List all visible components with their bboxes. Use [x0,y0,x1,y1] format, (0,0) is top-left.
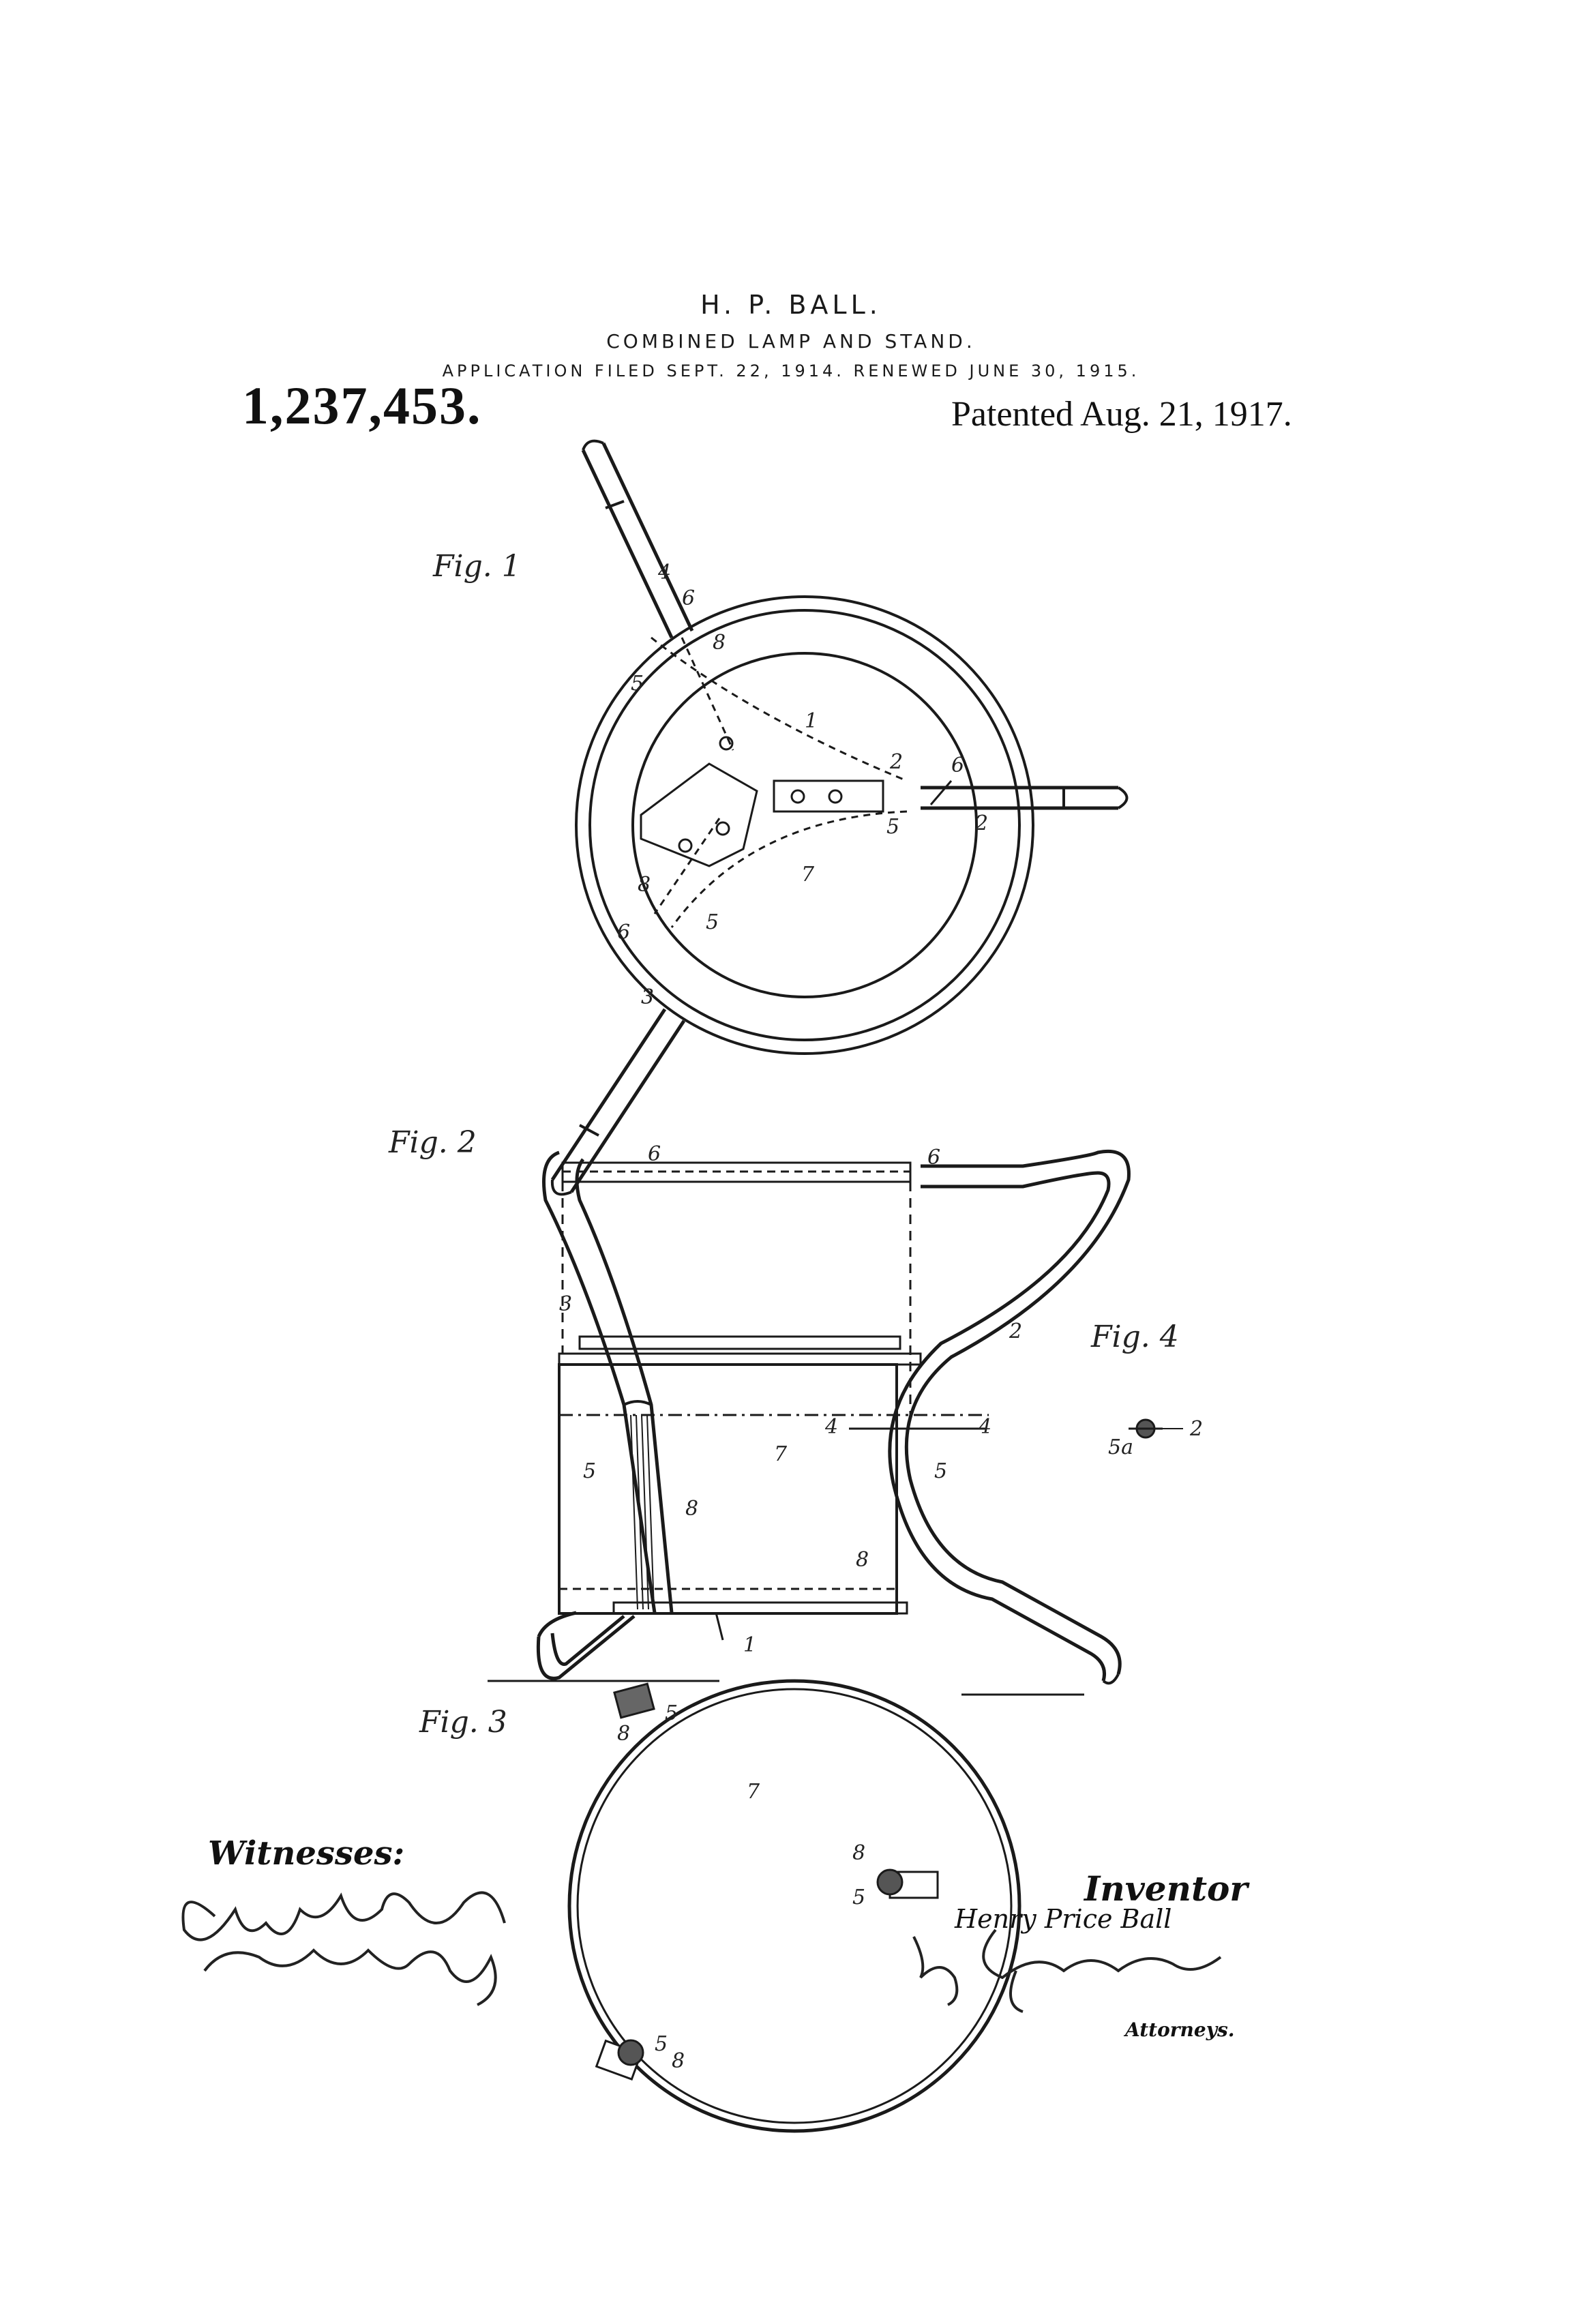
fig3-label: Fig. 3 [419,1705,507,1740]
ref-6-fig1-right: 6 [951,754,965,777]
ref-8-fig1-top: 8 [713,631,726,655]
fig1-drawing [552,441,1127,1195]
application-info: APPLICATION FILED SEPT. 22, 1914. RENEWED JUNE 30, 1915. [442,361,1140,381]
ref-5-fig1-top: 5 [631,672,644,696]
ref-4-fig2-left: 4 [825,1415,839,1439]
ref-5-fig1-bottom: 5 [706,910,719,934]
attorney-signature [914,1937,1116,1964]
inventor-signature-name: Henry Price Ball [955,1904,1172,1934]
ref-8-fig3-top: 8 [617,1722,631,1746]
witness-2-signature [205,1943,348,1971]
ref-8-fig1-bottom: 8 [638,873,651,897]
witnesses-label: Witnesses: [208,1834,405,1873]
ref-5-fig2-left: 5 [583,1459,597,1483]
ref-7-fig3: 7 [747,1780,760,1804]
patent-number: 1,237,453. [242,376,482,435]
leader-lines [716,781,951,1640]
ref-5-fig3-top: 5 [665,1701,678,1725]
ref-6-fig2-left: 6 [648,1142,661,1166]
ref-2-fig1-inner: 2 [890,750,904,774]
ref-3-fig1: 3 [641,985,655,1009]
ref-6-fig1-top: 6 [682,586,696,610]
ref-4-fig2-right: 4 [979,1415,992,1439]
ref-1-fig1: 1 [805,709,818,733]
fig2-drawing [488,1151,1129,1695]
ref-5-fig3-bottom: 5 [655,2032,668,2056]
ref-2-fig2: 2 [1009,1320,1023,1343]
ref-5-fig2-right: 5 [934,1459,948,1483]
ref-8-fig3-right: 8 [852,1841,866,1865]
attorneys-label: Attorneys. [1125,2018,1235,2041]
patent-title: COMBINED LAMP AND STAND. [606,330,976,353]
ref-5-fig3-right: 5 [852,1886,866,1909]
fig3-drawing [569,1681,1019,2131]
ref-4-fig1: 4 [658,561,672,584]
patented-date: Patented Aug. 21, 1917. [951,395,1292,434]
ref-7-fig2: 7 [774,1442,788,1466]
ref-8-fig3-bottom: 8 [672,2049,685,2073]
ref-5-fig1-right: 5 [886,815,900,839]
ref-1-fig2: 1 [743,1633,757,1657]
inventor-label: Inventor [1084,1868,1248,1909]
ref-5a-fig4: 5a [1108,1435,1133,1459]
fig4-drawing [1129,1420,1183,1437]
fig1-label: Fig. 1 [433,549,521,584]
ref-3-fig2: 3 [559,1292,573,1316]
fig4-label: Fig. 4 [1091,1320,1179,1354]
witness-1-signature [184,1889,363,1916]
inventor-name-header: H. P. BALL. [700,290,882,320]
ref-2-fig4: 2 [1190,1417,1204,1441]
ref-2-fig1-leg: 2 [975,811,989,835]
ref-6-fig1-bottom: 6 [617,921,631,944]
ref-6-fig2-right: 6 [927,1146,941,1170]
ref-7-fig1: 7 [801,863,815,887]
ref-8-fig2-left: 8 [685,1497,699,1521]
ref-8-fig2-right: 8 [856,1548,869,1572]
fig2-label: Fig. 2 [389,1125,477,1160]
